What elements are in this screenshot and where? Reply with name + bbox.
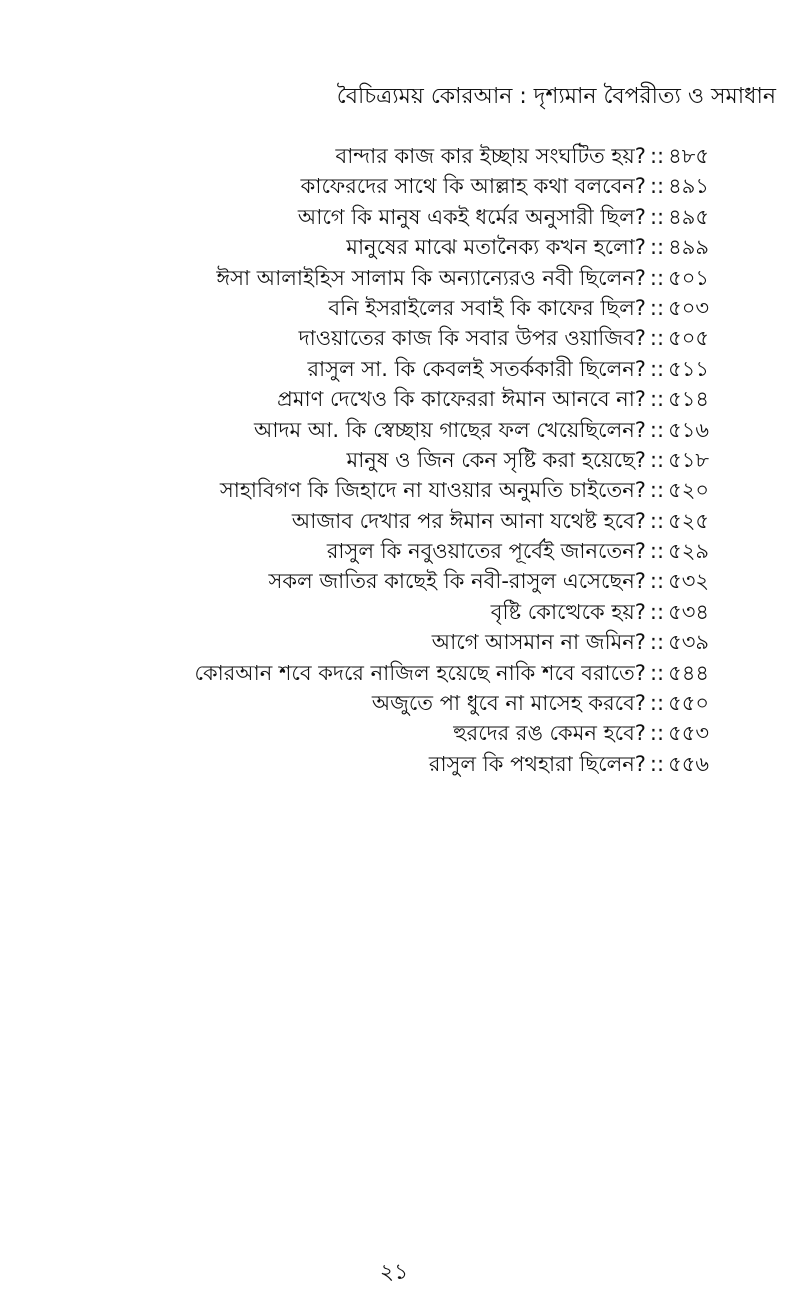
toc-entry: [194, 506, 709, 536]
toc-separator: ::: [649, 721, 665, 746]
toc-separator: ::: [649, 417, 665, 442]
toc-separator: ::: [649, 204, 665, 229]
toc-entry-page: ৫৪৪: [668, 660, 709, 685]
toc-entry-page: ৫২৯: [668, 539, 709, 564]
toc-separator: ::: [649, 630, 665, 655]
toc-separator: ::: [649, 508, 665, 533]
toc-entry-page: ৫২০: [668, 478, 709, 503]
toc-entry-title: রাসুল কি নবুওয়াতের পূর্বেই জানতেন?: [326, 539, 646, 564]
toc-entry-title: আগে কি মানুষ একই ধর্মের অনুসারী ছিল?: [297, 204, 646, 229]
toc-entry: [194, 202, 709, 232]
toc-entry-page: ৫০১: [668, 265, 709, 290]
toc-entry: [194, 749, 709, 779]
toc-entry: [194, 597, 709, 627]
toc-entry-title: আগে আসমান না জমিন?: [431, 630, 646, 655]
toc-separator: ::: [649, 326, 665, 351]
toc-separator: ::: [649, 569, 665, 594]
toc-entry: [194, 263, 709, 293]
toc-separator: ::: [649, 144, 665, 168]
toc-separator: ::: [649, 751, 665, 776]
toc-entry: [194, 415, 709, 445]
toc-entry-title: রাসুল কি পথহারা ছিলেন?: [428, 751, 646, 776]
toc-separator: ::: [649, 174, 665, 199]
toc-separator: ::: [649, 478, 665, 503]
toc-entry-page: ৫৩২: [668, 569, 709, 594]
toc-entry-title: সকল জাতির কাছেই কি নবী-রাসুল এসেছেন?: [268, 569, 646, 594]
toc-entry-page: ৫৩৯: [668, 630, 709, 655]
toc-entry-title: অজুতে পা ধুবে না মাসেহ করবে?: [371, 691, 646, 716]
toc-entry-title: ঈসা আলাইহিস সালাম কি অন্যান্যেরও নবী ছিলেন?: [216, 265, 646, 290]
toc-entry-page: ৫১৪: [668, 387, 709, 412]
toc-entry-page: ৫৩৪: [668, 599, 709, 624]
toc-entry-title: হুরদের রঙ কেমন হবে?: [453, 721, 646, 746]
page-number: ২১: [379, 1260, 409, 1285]
toc-entry-page: ৪৮৫: [668, 144, 709, 168]
toc-separator: ::: [649, 235, 665, 260]
toc-separator: ::: [649, 265, 665, 290]
toc-entry-title: বান্দার কাজ কার ইচ্ছায় সংঘটিত হয়?: [335, 144, 646, 168]
toc-entry: [194, 141, 709, 171]
toc-separator: ::: [649, 387, 665, 412]
toc-entry-title: মানুষের মাঝে মতানৈক্য কখন হলো?: [346, 235, 646, 260]
toc-entry: [194, 688, 709, 718]
toc-entry-page: ৫০৫: [668, 326, 709, 351]
toc-separator: ::: [649, 295, 665, 320]
toc-entry: [194, 445, 709, 475]
toc-entry-page: ৫৫৬: [668, 751, 709, 776]
toc-entry-title: মানুষ ও জিন কেন সৃষ্টি করা হয়েছে?: [346, 447, 646, 472]
toc-entry: [194, 536, 709, 566]
toc-entry-page: ৫৫৩: [668, 721, 709, 746]
toc-separator: ::: [649, 599, 665, 624]
toc-entry-page: ৫১৮: [668, 447, 709, 472]
toc-entry-title: সাহাবিগণ কি জিহাদে না যাওয়ার অনুমতি চাইতেন?: [219, 478, 646, 503]
toc-entry: [194, 323, 709, 353]
toc-separator: ::: [649, 691, 665, 716]
toc-entry-title: রাসুল সা. কি কেবলই সতর্ককারী ছিলেন?: [307, 356, 646, 381]
toc-entry-page: ৫০৩: [668, 295, 709, 320]
toc-entry-page: ৪৯৫: [668, 204, 709, 229]
toc-entry: [194, 171, 709, 201]
toc-entry-title: বনি ইসরাইলের সবাই কি কাফের ছিল?: [328, 295, 646, 320]
toc-separator: ::: [649, 660, 665, 685]
toc-entry: [194, 354, 709, 384]
toc-entry: [194, 232, 709, 262]
toc-entry-title: আদম আ. কি স্বেচ্ছায় গাছের ফল খেয়েছিলেন?: [253, 417, 646, 442]
toc-entry-title: আজাব দেখার পর ঈমান আনা যথেষ্ট হবে?: [291, 508, 646, 533]
toc-entry-title: কোরআন শবে কদরে নাজিল হয়েছে নাকি শবে বরাতে?: [194, 660, 646, 685]
toc-entry: [194, 566, 709, 596]
toc-separator: ::: [649, 447, 665, 472]
table-of-contents: [194, 141, 709, 779]
toc-entry: [194, 718, 709, 748]
toc-entry-title: দাওয়াতের কাজ কি সবার উপর ওয়াজিব?: [298, 326, 646, 351]
toc-entry: [194, 627, 709, 657]
toc-entry-title: বৃষ্টি কোত্থেকে হয়?: [490, 599, 646, 624]
toc-entry-page: ৫১৬: [668, 417, 709, 442]
toc-entry-title: প্রমাণ দেখেও কি কাফেররা ঈমান আনবে না?: [277, 387, 646, 412]
toc-separator: ::: [649, 539, 665, 564]
running-header: বৈচিত্র্যময় কোরআন : দৃশ্যমান বৈপরীত্য ও সমাধান: [336, 84, 776, 109]
toc-entry-title: কাফেরদের সাথে কি আল্লাহ কথা বলবেন?: [300, 174, 646, 199]
toc-entry-page: ৫৫০: [668, 691, 709, 716]
toc-entry-page: ৪৯১: [668, 174, 709, 199]
toc-entry: [194, 293, 709, 323]
toc-entry: [194, 475, 709, 505]
toc-entry-page: ৫২৫: [668, 508, 709, 533]
toc-entry-page: ৪৯৯: [668, 235, 709, 260]
toc-separator: ::: [649, 356, 665, 381]
toc-entry: [194, 658, 709, 688]
toc-entry-page: ৫১১: [668, 356, 709, 381]
toc-entry: [194, 384, 709, 414]
